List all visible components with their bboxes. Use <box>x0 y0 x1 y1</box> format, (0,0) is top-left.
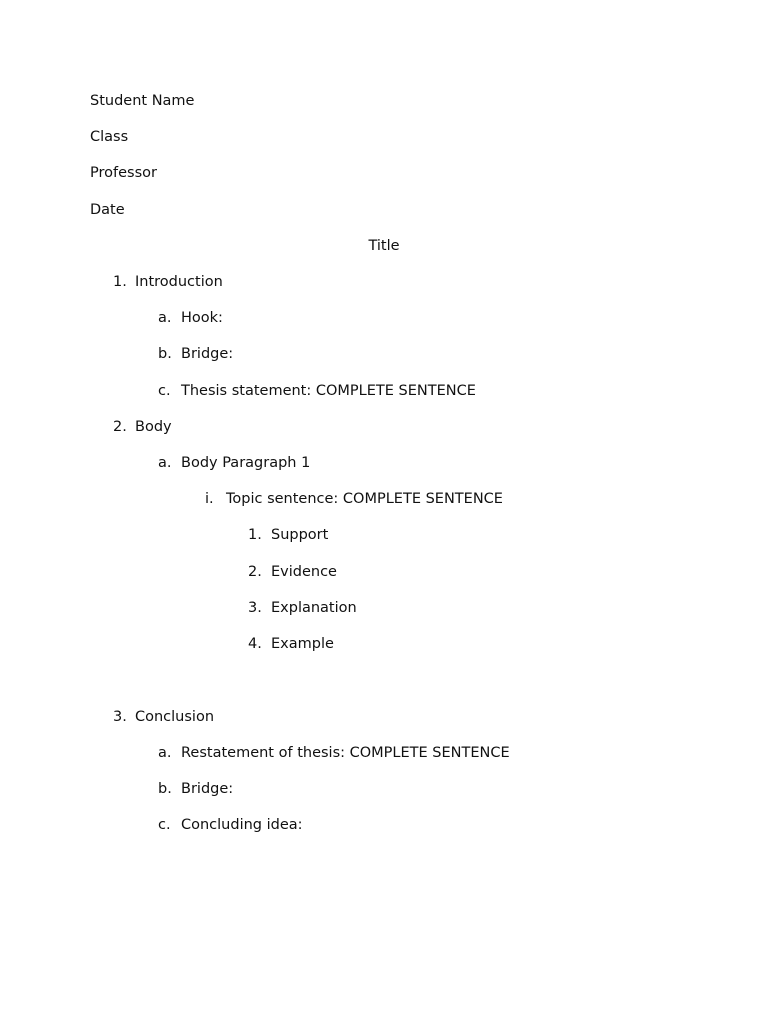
student-name: Student Name <box>90 93 195 109</box>
list-item-label: Body Paragraph 1 <box>181 455 311 471</box>
outline-item-restatement <box>158 744 510 762</box>
list-item-label: Support <box>271 527 329 543</box>
list-marker: c. <box>158 817 171 833</box>
list-marker: i. <box>205 491 214 507</box>
list-marker: 3. <box>113 709 127 725</box>
list-item-label: Evidence <box>271 564 337 580</box>
outline-item-body <box>113 418 172 436</box>
outline-item-example <box>248 635 334 653</box>
list-item-label: Introduction <box>135 274 223 290</box>
list-marker: c. <box>158 383 171 399</box>
outline-item-conclusion-bridge <box>158 780 234 798</box>
list-marker: 1. <box>248 527 262 543</box>
list-marker: a. <box>158 310 172 326</box>
date: Date <box>90 202 125 218</box>
list-marker: b. <box>158 781 172 797</box>
list-marker: 2. <box>113 419 127 435</box>
list-marker: 2. <box>248 564 262 580</box>
outline-item-hook <box>158 309 223 327</box>
outline-item-evidence <box>248 563 337 581</box>
professor-name: Professor <box>90 165 157 181</box>
list-item-label: Bridge: <box>181 346 234 362</box>
list-marker: b. <box>158 346 172 362</box>
outline-item-support <box>248 526 329 544</box>
class-name: Class <box>90 129 129 145</box>
list-item-label: Example <box>271 636 334 652</box>
list-marker: a. <box>158 745 172 761</box>
document-title: Title <box>368 238 400 254</box>
list-item-label: Explanation <box>271 600 357 616</box>
outline-item-bridge <box>158 345 234 363</box>
list-item-label: Thesis statement: COMPLETE SENTENCE <box>181 383 476 399</box>
list-item-label: Concluding idea: <box>181 817 303 833</box>
list-item-label: Hook: <box>181 310 223 326</box>
outline-item-topic-sentence <box>205 490 503 508</box>
list-marker: 3. <box>248 600 262 616</box>
outline-item-introduction <box>113 273 223 291</box>
outline-item-body-paragraph <box>158 454 311 472</box>
outline-item-thesis <box>158 382 476 400</box>
list-item-label: Restatement of thesis: COMPLETE SENTENCE <box>181 745 510 761</box>
list-marker: 1. <box>113 274 127 290</box>
list-item-label: Body <box>135 419 172 435</box>
list-marker: 4. <box>248 636 262 652</box>
list-marker: a. <box>158 455 172 471</box>
list-item-label: Bridge: <box>181 781 234 797</box>
outline-item-concluding-idea <box>158 816 303 834</box>
list-item-label: Conclusion <box>135 709 215 725</box>
list-item-label: Topic sentence: COMPLETE SENTENCE <box>226 491 503 507</box>
outline-item-explanation <box>248 599 357 617</box>
outline-item-conclusion <box>113 708 215 726</box>
